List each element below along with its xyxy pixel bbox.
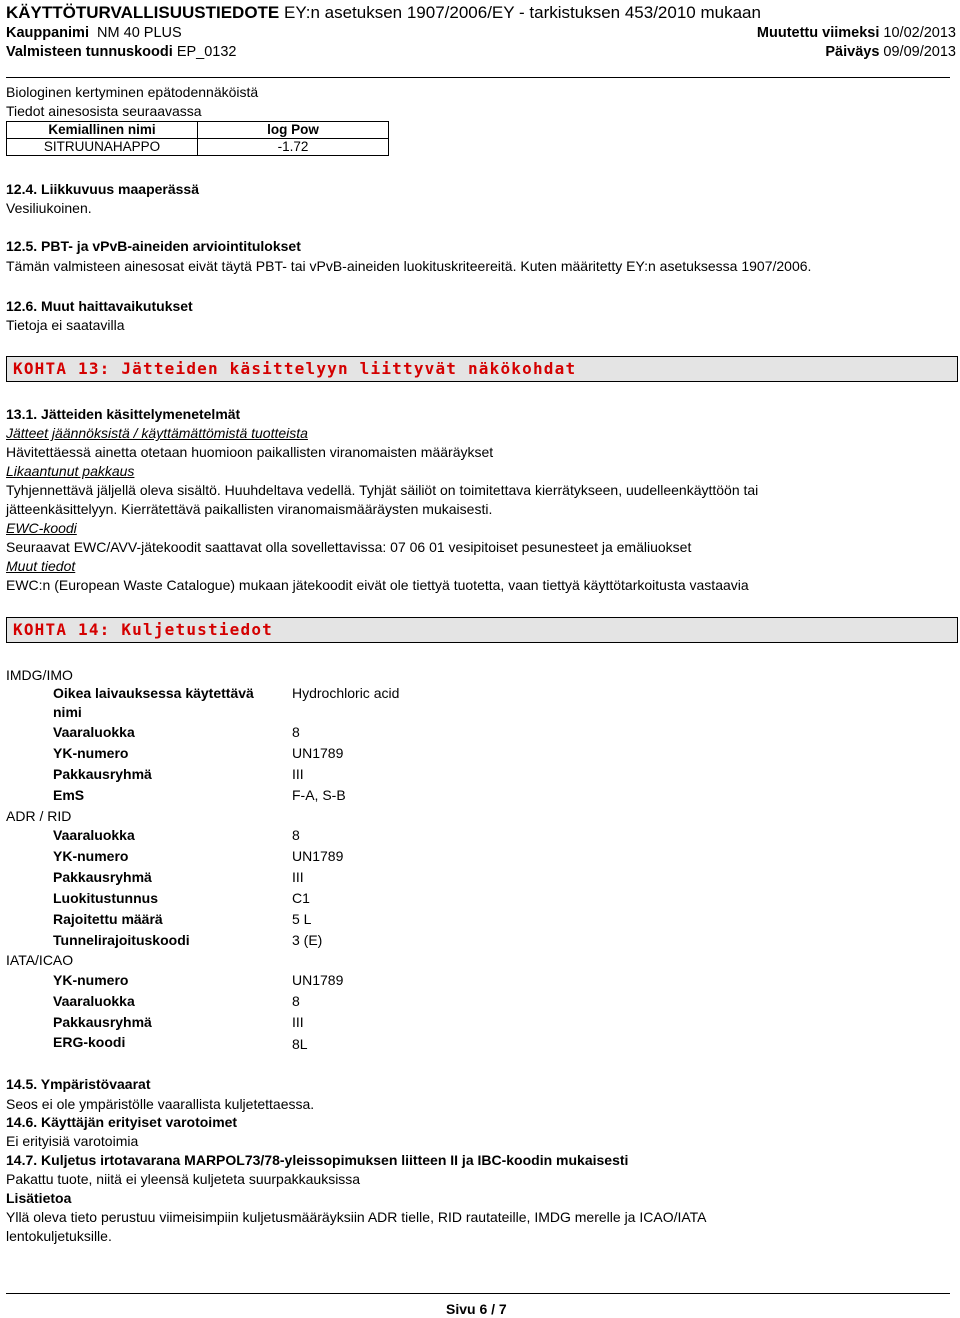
table-row [7, 139, 389, 156]
iata-erg-code-label: ERG-koodi [53, 1034, 126, 1050]
product-code [6, 43, 236, 61]
product-code-value: EP_0132 [176, 44, 237, 60]
cell-log-pow: -1.72 [198, 139, 389, 156]
page-number: Sivu 6 / 7 [446, 1301, 507, 1317]
imdg-hazard-class-value: 8 [292, 724, 300, 740]
iata-packing-group-label: Pakkausryhmä [53, 1014, 152, 1030]
header-rule [6, 77, 950, 78]
sub-other-info: Muut tiedot [6, 558, 76, 574]
adr-classification-code-label: Luokitustunnus [53, 890, 158, 906]
iata-packing-group-value: III [292, 1014, 304, 1030]
text-12-4: Vesiliukoinen. [6, 200, 92, 216]
adr-tunnel-code-value: 3 (E) [292, 932, 323, 948]
modified-label: Muutettu viimeksi [756, 25, 880, 41]
section-14-title: KOHTA 14: Kuljetustiedot [13, 620, 273, 639]
adr-hazard-class-value: 8 [292, 827, 300, 843]
document-title-rest: EY:n asetuksen 1907/2006/EY - tarkistuksen 453/2010 mukaan [279, 3, 761, 22]
adr-packing-group-value: III [292, 869, 304, 885]
text-other-info: EWC:n (European Waste Catalogue) mukaan jätekoodit eivät ole tiettyä tuotetta, vaan tiettyä käyttötarkoitusta vastaavia [6, 577, 749, 593]
text-ewc-code: Seuraavat EWC/AVV-jätekoodit saattavat olla sovellettavissa: 07 06 01 vesipitoiset pesunesteet ja emäliuokset [6, 539, 692, 555]
modified-date [757, 24, 956, 42]
imdg-un-number-value: UN1789 [292, 745, 344, 761]
date-label: Päiväys [825, 44, 880, 60]
shipping-name-value: Hydrochloric acid [292, 685, 400, 701]
text-extra-info-2: lentokuljetuksille. [6, 1228, 112, 1244]
adr-limited-quantity-label: Rajoitettu määrä [53, 911, 163, 927]
adr-un-number-value: UN1789 [292, 848, 344, 864]
iata-hazard-class-label: Vaaraluokka [53, 993, 135, 1009]
text-waste-residues: Hävitettäessä ainetta otetaan huomioon paikallisten viranomaisten määräykset [6, 444, 494, 460]
heading-13-1: 13.1. Jätteiden käsittelymenetelmät [6, 406, 241, 422]
text-12-6: Tietoja ei saatavilla [6, 317, 125, 333]
adr-classification-code-value: C1 [292, 890, 310, 906]
sub-contaminated-packaging: Likaantunut pakkaus [6, 463, 135, 479]
trade-name [6, 24, 182, 42]
shipping-name-label-line-2: nimi [53, 704, 82, 720]
section-14-banner [6, 617, 958, 643]
shipping-name-label [53, 684, 254, 702]
imdg-ems-label: EmS [53, 787, 85, 803]
text-extra-info-1: Yllä oleva tieto perustuu viimeisimpiin kuljetusmääräyksiin ADR tielle, RID rautateille, IMDG merelle ja ICAO/IATA [6, 1209, 707, 1225]
header-log-pow: log Pow [198, 122, 389, 139]
heading-14-6: 14.6. Käyttäjän erityiset varotoimet [6, 1114, 238, 1130]
heading-14-7: 14.7. Kuljetus irtotavarana MARPOL73/78-yleissopimuksen liitteen II ja IBC-koodin mukaisesti [6, 1152, 629, 1168]
adr-limited-quantity-value: 5 L [292, 911, 312, 927]
iata-hazard-class-value: 8 [292, 993, 300, 1009]
heading-12-4: 12.4. Liikkuvuus maaperässä [6, 181, 199, 197]
adr-label: ADR / RID [6, 808, 72, 824]
issue-date [825, 43, 956, 61]
logpow-table [6, 121, 389, 156]
bio-line-1: Biologinen kertyminen epätodennäköistä [6, 84, 259, 100]
header-chemical-name: Kemiallinen nimi [7, 122, 198, 139]
heading-extra-info: Lisätietoa [6, 1190, 72, 1206]
section-13-title: KOHTA 13: Jätteiden käsittelyyn liittyvät näkökohdat [13, 359, 577, 378]
iata-erg-code-value: 8L [292, 1036, 308, 1052]
iata-un-number-value: UN1789 [292, 972, 344, 988]
text-packaging-1: Tyhjennettävä jäljellä oleva sisältö. Huuhdeltava vedellä. Tyhjät säiliöt on toimitettava kierrätykseen, uudelleenkäyttöön tai [6, 482, 759, 498]
document-title-bold: KÄYTTÖTURVALLISUUSTIEDOTE [6, 3, 280, 22]
product-code-label: Valmisteen tunnuskoodi [6, 44, 173, 60]
trade-name-label: Kauppanimi [6, 25, 89, 41]
imdg-packing-group-label: Pakkausryhmä [53, 766, 152, 782]
sub-waste-residues: Jätteet jäännöksistä / käyttämättömistä tuotteista [6, 425, 308, 441]
date-value: 09/09/2013 [883, 44, 956, 60]
cell-chemical-name: SITRUUNAHAPPO [7, 139, 198, 156]
imdg-un-number-label: YK-numero [53, 745, 129, 761]
imdg-label: IMDG/IMO [6, 667, 73, 683]
adr-hazard-class-label: Vaaraluokka [53, 827, 135, 843]
sub-ewc-code: EWC-koodi [6, 520, 77, 536]
modified-value: 10/02/2013 [883, 25, 956, 41]
text-12-5: Tämän valmisteen ainesosat eivät täytä PBT- tai vPvB-aineiden luokituskriteereitä. Kuten määritetty EY:n asetuksessa 1907/2006. [6, 258, 812, 274]
adr-un-number-label: YK-numero [53, 848, 129, 864]
text-packaging-2: jätteenkäsittelyyn. Kierrätettävä paikallisten viranomaismääräysten mukaisesti. [6, 501, 493, 517]
imdg-ems-value: F-A, S-B [292, 787, 346, 803]
trade-name-value: NM 40 PLUS [97, 25, 182, 41]
heading-12-5: 12.5. PBT- ja vPvB-aineiden arviointitulokset [6, 238, 301, 254]
text-14-6: Ei erityisiä varotoimia [6, 1133, 139, 1149]
footer-rule [6, 1293, 950, 1294]
shipping-name-label-line-1: Oikea laivauksessa käytettävä [53, 685, 254, 701]
adr-tunnel-code-label: Tunnelirajoituskoodi [53, 932, 190, 948]
heading-12-6: 12.6. Muut haittavaikutukset [6, 298, 193, 314]
imdg-hazard-class-label: Vaaraluokka [53, 724, 135, 740]
iata-un-number-label: YK-numero [53, 972, 129, 988]
logpow-header-row [7, 122, 389, 139]
text-14-7: Pakattu tuote, niitä ei yleensä kuljeteta suurpakkauksissa [6, 1171, 361, 1187]
text-14-5: Seos ei ole ympäristölle vaarallista kuljetettaessa. [6, 1096, 315, 1112]
adr-packing-group-label: Pakkausryhmä [53, 869, 152, 885]
heading-14-5: 14.5. Ympäristövaarat [6, 1076, 151, 1092]
iata-label: IATA/ICAO [6, 952, 74, 968]
bio-line-2: Tiedot ainesosista seuraavassa [6, 103, 202, 119]
imdg-packing-group-value: III [292, 766, 304, 782]
section-13-banner [6, 356, 958, 382]
document-title [6, 4, 761, 22]
